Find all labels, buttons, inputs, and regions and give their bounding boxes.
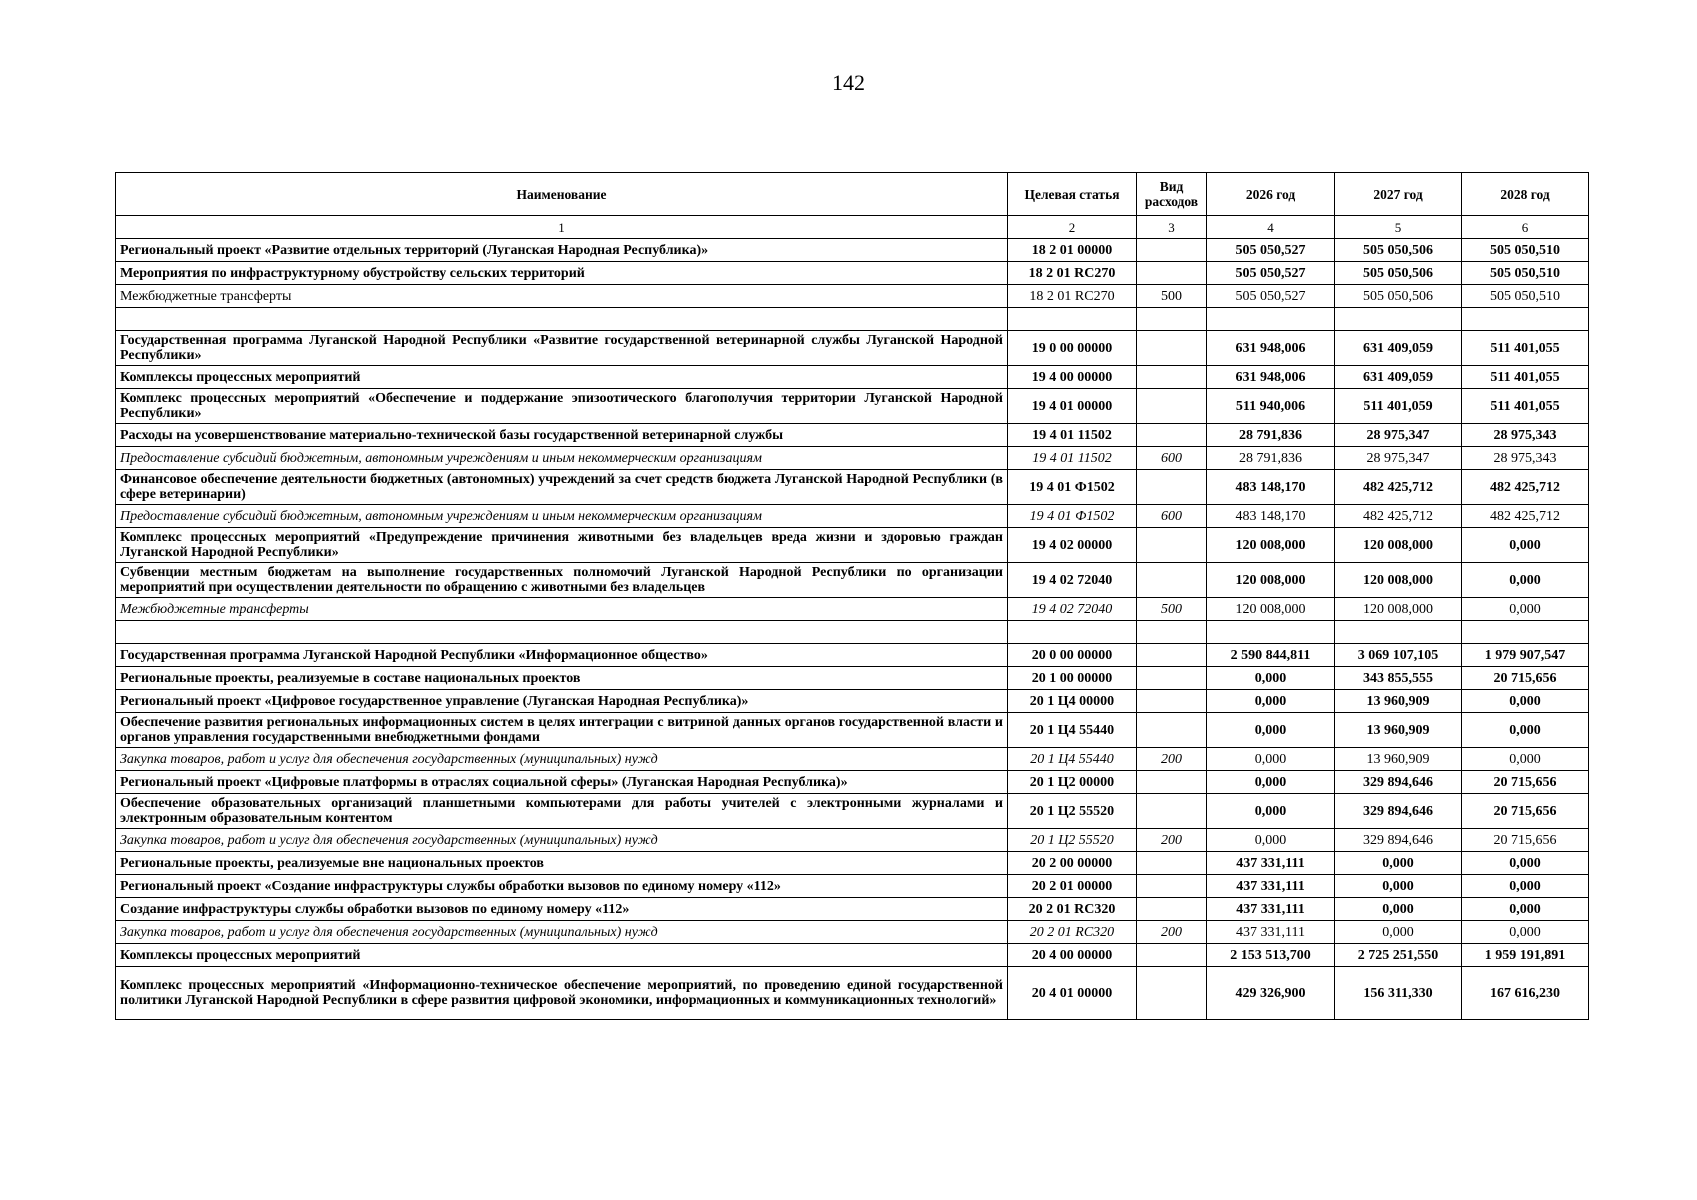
row-type-cell (1137, 667, 1207, 690)
row-2026-cell: 437 331,111 (1207, 852, 1335, 875)
row-2028-cell: 0,000 (1462, 563, 1589, 598)
row-2026-cell: 511 940,006 (1207, 389, 1335, 424)
header-2026: 2026 год (1207, 173, 1335, 216)
row-2026-cell: 0,000 (1207, 748, 1335, 771)
row-2028-cell: 20 715,656 (1462, 667, 1589, 690)
row-type-cell (1137, 852, 1207, 875)
table-row (116, 690, 1589, 713)
row-2027-cell: 28 975,347 (1335, 424, 1462, 447)
row-type-cell (1137, 621, 1207, 644)
row-name-cell: Региональный проект «Цифровые платформы в отраслях социальной сферы» (Луганская Народная Республика)» (116, 771, 1008, 794)
table-row (116, 944, 1589, 967)
table-row (116, 667, 1589, 690)
row-2028-cell: 1 979 907,547 (1462, 644, 1589, 667)
row-2028-cell: 0,000 (1462, 748, 1589, 771)
row-code-cell: 19 4 00 00000 (1008, 366, 1137, 389)
row-code-cell: 20 1 Ц2 55520 (1008, 794, 1137, 829)
column-number: 2 (1008, 216, 1137, 239)
row-code-cell: 18 2 01 RC270 (1008, 262, 1137, 285)
row-2027-cell: 631 409,059 (1335, 366, 1462, 389)
row-type-cell (1137, 644, 1207, 667)
row-2028-cell: 0,000 (1462, 713, 1589, 748)
row-2028-cell: 20 715,656 (1462, 794, 1589, 829)
row-2027-cell: 329 894,646 (1335, 794, 1462, 829)
row-2027-cell: 13 960,909 (1335, 748, 1462, 771)
row-code-cell: 19 4 02 00000 (1008, 528, 1137, 563)
row-code-cell: 19 4 01 00000 (1008, 389, 1137, 424)
row-name-cell: Межбюджетные трансферты (116, 285, 1008, 308)
row-name-cell: Региональный проект «Создание инфраструктуры службы обработки вызовов по единому номеру «112» (116, 875, 1008, 898)
row-2028-cell: 0,000 (1462, 690, 1589, 713)
row-2028-cell: 0,000 (1462, 528, 1589, 563)
table-row (116, 239, 1589, 262)
row-type-cell: 600 (1137, 505, 1207, 528)
row-2026-cell: 483 148,170 (1207, 505, 1335, 528)
row-name-cell: Региональные проекты, реализуемые в составе национальных проектов (116, 667, 1008, 690)
row-2026-cell: 437 331,111 (1207, 921, 1335, 944)
table-row (116, 852, 1589, 875)
row-type-cell: 500 (1137, 285, 1207, 308)
row-2026-cell: 429 326,900 (1207, 967, 1335, 1020)
row-type-cell (1137, 944, 1207, 967)
row-2028-cell: 20 715,656 (1462, 771, 1589, 794)
row-type-cell: 200 (1137, 829, 1207, 852)
row-2027-cell: 505 050,506 (1335, 285, 1462, 308)
row-2026-cell: 2 153 513,700 (1207, 944, 1335, 967)
row-2027-cell: 329 894,646 (1335, 771, 1462, 794)
row-type-cell: 500 (1137, 598, 1207, 621)
row-code-cell: 20 2 01 RC320 (1008, 921, 1137, 944)
row-2026-cell: 2 590 844,811 (1207, 644, 1335, 667)
row-2028-cell: 167 616,230 (1462, 967, 1589, 1020)
row-type-cell (1137, 262, 1207, 285)
table-row (116, 563, 1589, 598)
header-code: Целевая статья (1008, 173, 1137, 216)
row-code-cell: 18 2 01 00000 (1008, 239, 1137, 262)
row-name-cell: Государственная программа Луганской Народной Республики «Развитие государственной ветеринарной службы Луганской Народной Республики» (116, 331, 1008, 366)
row-name-cell: Государственная программа Луганской Народной Республики «Информационное общество» (116, 644, 1008, 667)
row-2028-cell: 1 959 191,891 (1462, 944, 1589, 967)
row-2026-cell: 0,000 (1207, 690, 1335, 713)
row-2027-cell: 505 050,506 (1335, 239, 1462, 262)
table-row (116, 447, 1589, 470)
row-type-cell (1137, 308, 1207, 331)
row-2027-cell (1335, 308, 1462, 331)
row-code-cell: 18 2 01 RC270 (1008, 285, 1137, 308)
table-row (116, 829, 1589, 852)
row-2027-cell: 120 008,000 (1335, 528, 1462, 563)
table-body (116, 239, 1589, 1020)
row-name-cell: Комплекс процессных мероприятий «Обеспечение и поддержание эпизоотического благополучия территории Луганской Народной Республики» (116, 389, 1008, 424)
table-row (116, 748, 1589, 771)
header-name: Наименование (116, 173, 1008, 216)
row-type-cell (1137, 424, 1207, 447)
row-2027-cell: 329 894,646 (1335, 829, 1462, 852)
column-number: 1 (116, 216, 1008, 239)
row-code-cell: 19 4 02 72040 (1008, 563, 1137, 598)
row-2028-cell: 0,000 (1462, 921, 1589, 944)
column-number-row (116, 216, 1589, 239)
row-type-cell (1137, 713, 1207, 748)
row-2028-cell: 0,000 (1462, 852, 1589, 875)
row-type-cell (1137, 794, 1207, 829)
column-number: 6 (1462, 216, 1589, 239)
row-name-cell: Межбюджетные трансферты (116, 598, 1008, 621)
row-2028-cell: 505 050,510 (1462, 262, 1589, 285)
row-2026-cell: 28 791,836 (1207, 424, 1335, 447)
row-2028-cell: 511 401,055 (1462, 366, 1589, 389)
table-row (116, 528, 1589, 563)
row-2028-cell: 511 401,055 (1462, 331, 1589, 366)
row-code-cell (1008, 308, 1137, 331)
table-row (116, 771, 1589, 794)
row-code-cell: 20 1 Ц2 55520 (1008, 829, 1137, 852)
column-number: 3 (1137, 216, 1207, 239)
row-2026-cell: 0,000 (1207, 667, 1335, 690)
table-row (116, 898, 1589, 921)
row-2027-cell (1335, 621, 1462, 644)
table-row-spacer (116, 621, 1589, 644)
row-2026-cell: 631 948,006 (1207, 366, 1335, 389)
row-2026-cell: 0,000 (1207, 713, 1335, 748)
row-2028-cell: 28 975,343 (1462, 424, 1589, 447)
row-code-cell: 20 4 00 00000 (1008, 944, 1137, 967)
column-number: 4 (1207, 216, 1335, 239)
row-code-cell: 19 4 01 Ф1502 (1008, 470, 1137, 505)
row-2026-cell (1207, 621, 1335, 644)
row-code-cell: 20 4 01 00000 (1008, 967, 1137, 1020)
row-name-cell: Создание инфраструктуры службы обработки вызовов по единому номеру «112» (116, 898, 1008, 921)
row-2028-cell: 0,000 (1462, 898, 1589, 921)
row-name-cell: Обеспечение развития региональных информационных систем в целях интеграции с витриной данных органов государственной власти и органов управления государственными внебюджетными фондами (116, 713, 1008, 748)
row-name-cell: Предоставление субсидий бюджетным, автономным учреждениям и иным некоммерческим организациям (116, 505, 1008, 528)
row-code-cell: 20 1 00 00000 (1008, 667, 1137, 690)
row-2028-cell: 482 425,712 (1462, 505, 1589, 528)
row-2027-cell: 505 050,506 (1335, 262, 1462, 285)
row-code-cell: 20 1 Ц4 00000 (1008, 690, 1137, 713)
table-header-row (116, 173, 1589, 216)
row-code-cell: 20 2 00 00000 (1008, 852, 1137, 875)
row-2027-cell: 28 975,347 (1335, 447, 1462, 470)
row-type-cell (1137, 771, 1207, 794)
row-name-cell (116, 308, 1008, 331)
row-2027-cell: 482 425,712 (1335, 470, 1462, 505)
row-2026-cell: 28 791,836 (1207, 447, 1335, 470)
table-row (116, 967, 1589, 1020)
table-row (116, 331, 1589, 366)
row-2027-cell: 511 401,059 (1335, 389, 1462, 424)
table-row (116, 794, 1589, 829)
row-name-cell: Комплекс процессных мероприятий «Информационно-техническое обеспечение мероприятий, по проведению единой государственной политики Луганской Народной Республики в сфере развития цифровой экономики, информационных и коммуникационных технологий» (116, 967, 1008, 1020)
row-2026-cell: 0,000 (1207, 794, 1335, 829)
row-code-cell: 19 0 00 00000 (1008, 331, 1137, 366)
row-2027-cell: 2 725 251,550 (1335, 944, 1462, 967)
table-row (116, 598, 1589, 621)
row-code-cell: 19 4 01 11502 (1008, 424, 1137, 447)
row-2028-cell: 505 050,510 (1462, 285, 1589, 308)
row-type-cell (1137, 875, 1207, 898)
row-name-cell: Расходы на усовершенствование материально-технической базы государственной ветеринарной службы (116, 424, 1008, 447)
header-2028: 2028 год (1462, 173, 1589, 216)
table-row (116, 505, 1589, 528)
row-type-cell (1137, 331, 1207, 366)
table-row (116, 389, 1589, 424)
row-2027-cell: 120 008,000 (1335, 598, 1462, 621)
row-2026-cell: 120 008,000 (1207, 563, 1335, 598)
row-name-cell: Мероприятия по инфраструктурному обустройству сельских территорий (116, 262, 1008, 285)
row-type-cell (1137, 389, 1207, 424)
row-type-cell (1137, 563, 1207, 598)
row-2027-cell: 0,000 (1335, 921, 1462, 944)
row-name-cell: Финансовое обеспечение деятельности бюджетных (автономных) учреждений за счет средств бюджета Луганской Народной Республики (в сфере ветеринарии) (116, 470, 1008, 505)
row-code-cell: 20 0 00 00000 (1008, 644, 1137, 667)
table-row (116, 644, 1589, 667)
row-2027-cell: 0,000 (1335, 852, 1462, 875)
row-code-cell: 20 1 Ц4 55440 (1008, 748, 1137, 771)
row-code-cell: 19 4 01 11502 (1008, 447, 1137, 470)
row-code-cell: 20 1 Ц4 55440 (1008, 713, 1137, 748)
row-name-cell: Обеспечение образовательных организаций планшетными компьютерами для работы учителей с электронными журналами и электронным образовательным контентом (116, 794, 1008, 829)
row-name-cell: Региональные проекты, реализуемые вне национальных проектов (116, 852, 1008, 875)
row-2026-cell: 631 948,006 (1207, 331, 1335, 366)
column-number: 5 (1335, 216, 1462, 239)
row-2026-cell: 437 331,111 (1207, 875, 1335, 898)
row-2026-cell (1207, 308, 1335, 331)
row-type-cell (1137, 967, 1207, 1020)
row-2026-cell: 505 050,527 (1207, 239, 1335, 262)
row-type-cell (1137, 239, 1207, 262)
row-code-cell (1008, 621, 1137, 644)
row-2027-cell: 13 960,909 (1335, 690, 1462, 713)
row-code-cell: 20 2 01 00000 (1008, 875, 1137, 898)
row-2026-cell: 0,000 (1207, 829, 1335, 852)
row-name-cell: Закупка товаров, работ и услуг для обеспечения государственных (муниципальных) нужд (116, 921, 1008, 944)
row-name-cell: Закупка товаров, работ и услуг для обеспечения государственных (муниципальных) нужд (116, 829, 1008, 852)
row-2027-cell: 120 008,000 (1335, 563, 1462, 598)
row-name-cell: Закупка товаров, работ и услуг для обеспечения государственных (муниципальных) нужд (116, 748, 1008, 771)
row-2026-cell: 0,000 (1207, 771, 1335, 794)
row-2026-cell: 120 008,000 (1207, 598, 1335, 621)
row-type-cell: 200 (1137, 748, 1207, 771)
row-2026-cell: 505 050,527 (1207, 262, 1335, 285)
table-row (116, 713, 1589, 748)
table-row (116, 262, 1589, 285)
page-number: 142 (832, 70, 865, 95)
row-name-cell: Комплексы процессных мероприятий (116, 366, 1008, 389)
row-type-cell (1137, 690, 1207, 713)
row-2027-cell: 0,000 (1335, 898, 1462, 921)
row-name-cell: Региональный проект «Развитие отдельных территорий (Луганская Народная Республика)» (116, 239, 1008, 262)
row-code-cell: 19 4 02 72040 (1008, 598, 1137, 621)
row-2028-cell: 28 975,343 (1462, 447, 1589, 470)
row-2027-cell: 631 409,059 (1335, 331, 1462, 366)
row-code-cell: 20 1 Ц2 00000 (1008, 771, 1137, 794)
row-2028-cell: 0,000 (1462, 875, 1589, 898)
row-2026-cell: 505 050,527 (1207, 285, 1335, 308)
row-2026-cell: 483 148,170 (1207, 470, 1335, 505)
table-row (116, 424, 1589, 447)
header-type: Вид расходов (1137, 173, 1207, 216)
row-2027-cell: 156 311,330 (1335, 967, 1462, 1020)
header-2027: 2027 год (1335, 173, 1462, 216)
row-name-cell: Субвенции местным бюджетам на выполнение государственных полномочий Луганской Народной Республики по организации мероприятий при осуществлении деятельности по обращению с животными без владельцев (116, 563, 1008, 598)
table-row (116, 921, 1589, 944)
row-type-cell (1137, 366, 1207, 389)
row-2026-cell: 120 008,000 (1207, 528, 1335, 563)
row-name-cell: Региональный проект «Цифровое государственное управление (Луганская Народная Республика)» (116, 690, 1008, 713)
row-type-cell (1137, 528, 1207, 563)
row-2028-cell: 505 050,510 (1462, 239, 1589, 262)
table-row (116, 366, 1589, 389)
table-row (116, 470, 1589, 505)
row-2028-cell: 20 715,656 (1462, 829, 1589, 852)
row-2027-cell: 0,000 (1335, 875, 1462, 898)
row-2027-cell: 482 425,712 (1335, 505, 1462, 528)
row-2028-cell: 511 401,055 (1462, 389, 1589, 424)
table-row (116, 285, 1589, 308)
row-code-cell: 19 4 01 Ф1502 (1008, 505, 1137, 528)
row-2028-cell: 0,000 (1462, 598, 1589, 621)
row-2027-cell: 3 069 107,105 (1335, 644, 1462, 667)
table-row (116, 875, 1589, 898)
row-name-cell: Комплексы процессных мероприятий (116, 944, 1008, 967)
row-2027-cell: 343 855,555 (1335, 667, 1462, 690)
row-name-cell: Предоставление субсидий бюджетным, автономным учреждениям и иным некоммерческим организациям (116, 447, 1008, 470)
row-type-cell: 200 (1137, 921, 1207, 944)
row-type-cell (1137, 898, 1207, 921)
table-row-spacer (116, 308, 1589, 331)
row-name-cell: Комплекс процессных мероприятий «Предупреждение причинения животными без владельцев вреда жизни и здоровью граждан Луганской Народной Республики» (116, 528, 1008, 563)
row-2026-cell: 437 331,111 (1207, 898, 1335, 921)
row-type-cell: 600 (1137, 447, 1207, 470)
row-2028-cell (1462, 308, 1589, 331)
row-code-cell: 20 2 01 RC320 (1008, 898, 1137, 921)
row-name-cell (116, 621, 1008, 644)
row-2028-cell: 482 425,712 (1462, 470, 1589, 505)
row-2027-cell: 13 960,909 (1335, 713, 1462, 748)
row-type-cell (1137, 470, 1207, 505)
budget-table (115, 172, 1589, 1020)
row-2028-cell (1462, 621, 1589, 644)
